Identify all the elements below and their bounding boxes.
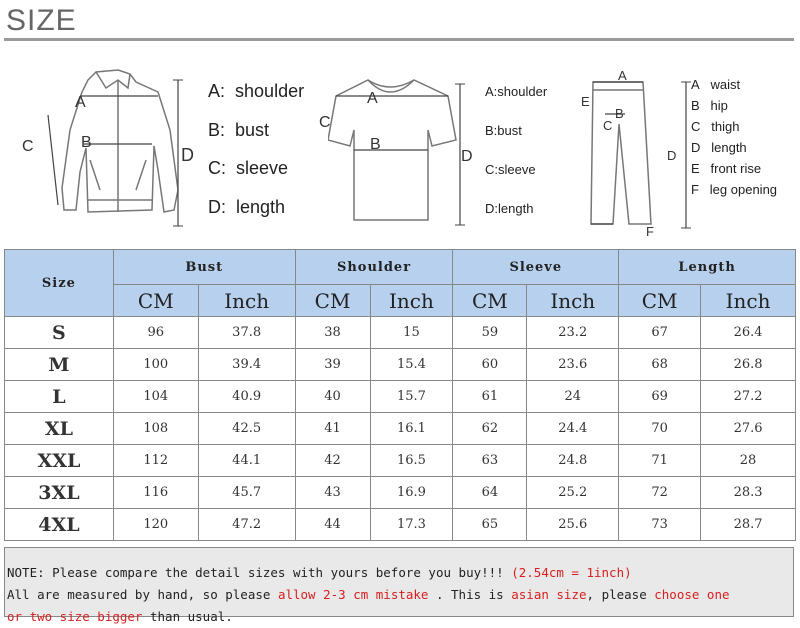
tshirt-letter-c: C bbox=[319, 114, 331, 131]
label-key: A: bbox=[208, 81, 226, 101]
measurement-cell: 45.7 bbox=[198, 477, 295, 509]
tshirt-illustration bbox=[328, 70, 458, 230]
measurement-cell: 39.4 bbox=[198, 349, 295, 381]
label-text: leg opening bbox=[709, 182, 778, 197]
measurement-cell: 16.9 bbox=[370, 477, 453, 509]
tshirt-letter-a: A bbox=[367, 90, 378, 107]
note-text: NOTE: Please compare the detail sizes with yours before you buy!!! bbox=[7, 565, 512, 580]
jacket-label-length bbox=[208, 188, 304, 227]
measurement-cell: 38 bbox=[295, 317, 370, 349]
size-title: SIZE bbox=[6, 4, 77, 37]
note-text: , please bbox=[586, 587, 655, 602]
label-text: thigh bbox=[711, 119, 740, 134]
measurement-cell: 37.8 bbox=[198, 317, 295, 349]
label-text: sleeve bbox=[498, 162, 536, 177]
pants-label-hip bbox=[691, 95, 777, 116]
label-key: F bbox=[691, 182, 699, 197]
measurement-cell: 24 bbox=[527, 381, 619, 413]
label-key: B bbox=[691, 98, 700, 113]
label-key: A bbox=[691, 77, 700, 92]
table-header-groups bbox=[5, 250, 796, 285]
measurement-cell: 27.2 bbox=[701, 381, 796, 413]
label-key: C: bbox=[485, 162, 498, 177]
note-line-3 bbox=[7, 606, 793, 628]
size-label: 3XL bbox=[5, 477, 114, 509]
label-text: length bbox=[711, 140, 747, 155]
pants-label-leg-opening bbox=[691, 179, 777, 200]
jacket-label-shoulder bbox=[208, 72, 304, 111]
note-conversion: (2.54cm = 1inch) bbox=[511, 565, 632, 580]
unit-header: Inch bbox=[370, 285, 453, 317]
note-line-1 bbox=[7, 562, 793, 584]
pants-label-waist bbox=[691, 74, 777, 95]
jacket-letter-c: C bbox=[22, 138, 34, 155]
measurement-cell: 120 bbox=[113, 509, 198, 541]
unit-header: Inch bbox=[198, 285, 295, 317]
measurement-cell: 23.2 bbox=[527, 317, 619, 349]
label-text: bust bbox=[497, 123, 522, 138]
table-row bbox=[5, 381, 796, 413]
jacket-label-sleeve bbox=[208, 149, 304, 188]
measurement-cell: 42 bbox=[295, 445, 370, 477]
tshirt-label-shoulder bbox=[485, 72, 547, 111]
measurement-cell: 43 bbox=[295, 477, 370, 509]
measurement-cell: 68 bbox=[619, 349, 701, 381]
unit-header: Inch bbox=[527, 285, 619, 317]
measurement-cell: 61 bbox=[453, 381, 527, 413]
measurement-cell: 39 bbox=[295, 349, 370, 381]
label-key: B: bbox=[485, 123, 498, 138]
measurement-cell: 44 bbox=[295, 509, 370, 541]
measurement-cell: 28.3 bbox=[701, 477, 796, 509]
pants-illustration bbox=[585, 74, 665, 234]
measurement-cell: 40 bbox=[295, 381, 370, 413]
measurement-cell: 116 bbox=[113, 477, 198, 509]
measurement-cell: 64 bbox=[453, 477, 527, 509]
measurement-cell: 47.2 bbox=[198, 509, 295, 541]
label-key: D: bbox=[208, 196, 226, 217]
measurement-cell: 104 bbox=[113, 381, 198, 413]
pants-length-arrow bbox=[681, 80, 691, 230]
note-mistake: allow 2-3 cm mistake bbox=[277, 587, 429, 602]
pants-label-list bbox=[691, 74, 777, 200]
measurement-cell: 28.7 bbox=[701, 509, 796, 541]
label-text: front rise bbox=[710, 161, 762, 176]
size-chart-table bbox=[4, 249, 796, 541]
table-row bbox=[5, 317, 796, 349]
label-text: hip bbox=[710, 98, 728, 113]
table-row bbox=[5, 509, 796, 541]
label-key: C: bbox=[208, 158, 226, 178]
table-row bbox=[5, 445, 796, 477]
measurement-cell: 67 bbox=[619, 317, 701, 349]
table-row bbox=[5, 477, 796, 509]
unit-header: CM bbox=[619, 285, 701, 317]
measurement-cell: 25.6 bbox=[527, 509, 619, 541]
size-table-body bbox=[5, 317, 796, 541]
measurement-cell: 65 bbox=[453, 509, 527, 541]
jacket-letter-d: D bbox=[181, 145, 194, 165]
tshirt-label-list bbox=[485, 72, 547, 228]
label-key: D bbox=[691, 140, 701, 155]
note-text: All are measured by hand, so please bbox=[7, 587, 278, 602]
measurement-cell: 40.9 bbox=[198, 381, 295, 413]
tshirt-label-length bbox=[485, 189, 547, 228]
measurement-cell: 25.2 bbox=[527, 477, 619, 509]
sleeve-header: Sleeve bbox=[453, 250, 619, 285]
note-bigger: or two size bigger bbox=[7, 609, 143, 624]
measurement-cell: 15 bbox=[370, 317, 453, 349]
pants-letter-c: C bbox=[603, 118, 613, 133]
measurement-cell: 100 bbox=[113, 349, 198, 381]
measurement-cell: 24.8 bbox=[527, 445, 619, 477]
measurement-cell: 60 bbox=[453, 349, 527, 381]
note-choose: choose one bbox=[654, 587, 730, 602]
measurement-cell: 63 bbox=[453, 445, 527, 477]
label-text: waist bbox=[710, 77, 741, 92]
measurement-cell: 23.6 bbox=[527, 349, 619, 381]
label-text: sleeve bbox=[236, 158, 289, 178]
measurement-cell: 44.1 bbox=[198, 445, 295, 477]
unit-header: CM bbox=[453, 285, 527, 317]
size-label: S bbox=[5, 317, 114, 349]
tshirt-label-sleeve bbox=[485, 150, 547, 189]
size-column-header: Size bbox=[5, 250, 114, 317]
measurement-cell: 24.4 bbox=[527, 413, 619, 445]
note-text: than usual. bbox=[142, 609, 233, 624]
measurement-cell: 41 bbox=[295, 413, 370, 445]
title-divider bbox=[4, 38, 794, 41]
size-label: 4XL bbox=[5, 509, 114, 541]
tshirt-letter-b: B bbox=[370, 136, 381, 153]
label-text: shoulder bbox=[497, 84, 548, 99]
measurement-cell: 26.8 bbox=[701, 349, 796, 381]
size-label: XL bbox=[5, 413, 114, 445]
unit-header: CM bbox=[295, 285, 370, 317]
measurement-cell: 15.4 bbox=[370, 349, 453, 381]
pants-label-length bbox=[691, 137, 777, 158]
jacket-illustration bbox=[18, 60, 198, 240]
label-key: B: bbox=[208, 119, 226, 140]
note-box bbox=[4, 547, 794, 624]
measurement-cell: 42.5 bbox=[198, 413, 295, 445]
measurement-cell: 17.3 bbox=[370, 509, 453, 541]
label-key: D: bbox=[485, 201, 498, 216]
measurement-cell: 108 bbox=[113, 413, 198, 445]
shoulder-header: Shoulder bbox=[295, 250, 453, 285]
measurement-cell: 16.5 bbox=[370, 445, 453, 477]
unit-header: CM bbox=[113, 285, 198, 317]
label-text: bust bbox=[235, 119, 270, 140]
table-header-units bbox=[5, 285, 796, 317]
note-text: . This is bbox=[428, 587, 512, 602]
table-row bbox=[5, 349, 796, 381]
measurement-cell: 73 bbox=[619, 509, 701, 541]
pants-letter-b: B bbox=[615, 106, 624, 121]
label-text: length bbox=[236, 196, 286, 217]
jacket-label-list bbox=[208, 72, 304, 226]
measurement-cell: 27.6 bbox=[701, 413, 796, 445]
label-key: C bbox=[691, 119, 701, 134]
note-line-2 bbox=[7, 584, 793, 606]
measurement-cell: 26.4 bbox=[701, 317, 796, 349]
pants-letter-d: D bbox=[667, 148, 677, 163]
measurement-cell: 59 bbox=[453, 317, 527, 349]
size-label: XXL bbox=[5, 445, 114, 477]
label-key: E bbox=[691, 161, 700, 176]
note-asian-size: asian size bbox=[511, 587, 587, 602]
tshirt-label-bust bbox=[485, 111, 547, 150]
measurement-cell: 69 bbox=[619, 381, 701, 413]
jacket-label-bust bbox=[208, 111, 304, 150]
measurement-cell: 15.7 bbox=[370, 381, 453, 413]
label-text: shoulder bbox=[235, 81, 305, 101]
pants-label-thigh bbox=[691, 116, 777, 137]
measurement-cell: 71 bbox=[619, 445, 701, 477]
table-row bbox=[5, 413, 796, 445]
measurement-cell: 62 bbox=[453, 413, 527, 445]
pants-letter-a: A bbox=[618, 68, 627, 83]
label-key: A: bbox=[485, 84, 498, 99]
label-text: length bbox=[498, 201, 534, 216]
measurement-cell: 96 bbox=[113, 317, 198, 349]
measurement-cell: 72 bbox=[619, 477, 701, 509]
size-label: L bbox=[5, 381, 114, 413]
unit-header: Inch bbox=[701, 285, 796, 317]
tshirt-letter-d: D bbox=[461, 148, 473, 165]
bust-header: Bust bbox=[113, 250, 295, 285]
jacket-letter-a: A bbox=[75, 94, 86, 111]
pants-letter-e: E bbox=[581, 94, 590, 109]
size-label: M bbox=[5, 349, 114, 381]
measurement-cell: 16.1 bbox=[370, 413, 453, 445]
measurement-cell: 28 bbox=[701, 445, 796, 477]
pants-letter-f: F bbox=[646, 224, 654, 239]
measurement-cell: 112 bbox=[113, 445, 198, 477]
measurement-cell: 70 bbox=[619, 413, 701, 445]
pants-label-front-rise bbox=[691, 158, 777, 179]
jacket-letter-b: B bbox=[81, 134, 92, 151]
length-header: Length bbox=[619, 250, 796, 285]
